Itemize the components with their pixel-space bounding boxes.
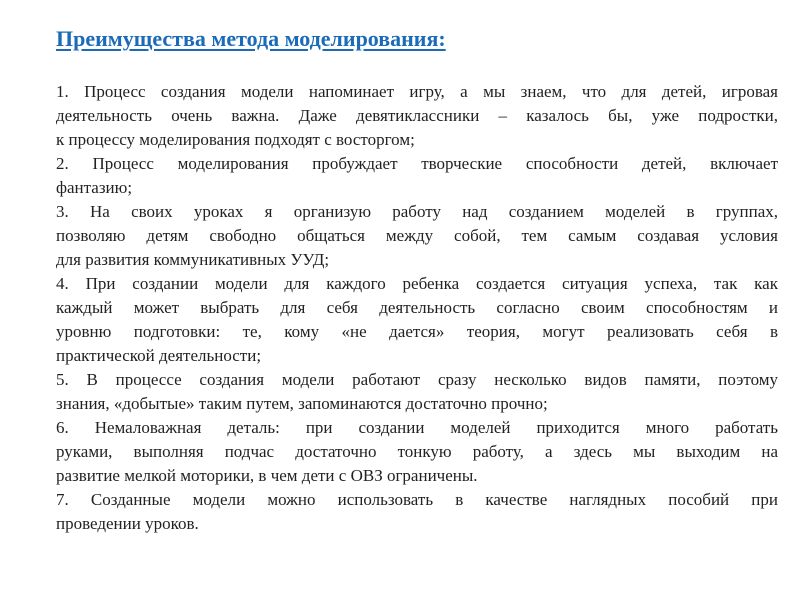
text-line: знания, «добытые» таким путем, запоминаются достаточно прочно;: [56, 394, 548, 413]
text-line: деятельность очень важна. Даже девятиклассники – казалось бы, уже подростки,: [56, 106, 778, 125]
text-line: 7. Созданные модели можно использовать в качестве наглядных пособий при: [56, 490, 778, 509]
text-line: фантазию;: [56, 178, 133, 197]
text-line: 5. В процессе создания модели работают сразу несколько видов памяти, поэтому: [56, 370, 778, 389]
text-line: 3. На своих уроках я организую работу над созданием моделей в группах,: [56, 202, 778, 221]
slide-title: Преимущества метода моделирования:: [56, 26, 446, 51]
text-line: каждый может выбрать для себя деятельность согласно своим способностям и: [56, 298, 778, 317]
text-line: 2. Процесс моделирования пробуждает творческие способности детей, включает: [56, 154, 778, 173]
text-line: позволяю детям свободно общаться между собой, тем самым создавая условия: [56, 226, 778, 245]
text-line: развитие мелкой моторики, в чем дети с ОВЗ ограничены.: [56, 466, 478, 485]
text-line: практической деятельности;: [56, 346, 262, 365]
text-line: к процессу моделирования подходят с восторгом;: [56, 130, 415, 149]
text-line: 4. При создании модели для каждого ребенка создается ситуация успеха, так как: [56, 274, 778, 293]
text-line: 1. Процесс создания модели напоминает игру, а мы знаем, что для детей, игровая: [56, 82, 778, 101]
text-line: для развития коммуникативных УУД;: [56, 250, 330, 269]
text-line: 6. Немаловажная деталь: при создании моделей приходится много работать: [56, 418, 778, 437]
text-line: руками, выполняя подчас достаточно тонкую работу, а здесь мы выходим на: [56, 442, 778, 461]
text-line: проведении уроков.: [56, 514, 199, 533]
slide-body: [56, 80, 778, 536]
text-line: уровню подготовки: те, кому «не дается» теория, могут реализовать себя в: [56, 322, 778, 341]
